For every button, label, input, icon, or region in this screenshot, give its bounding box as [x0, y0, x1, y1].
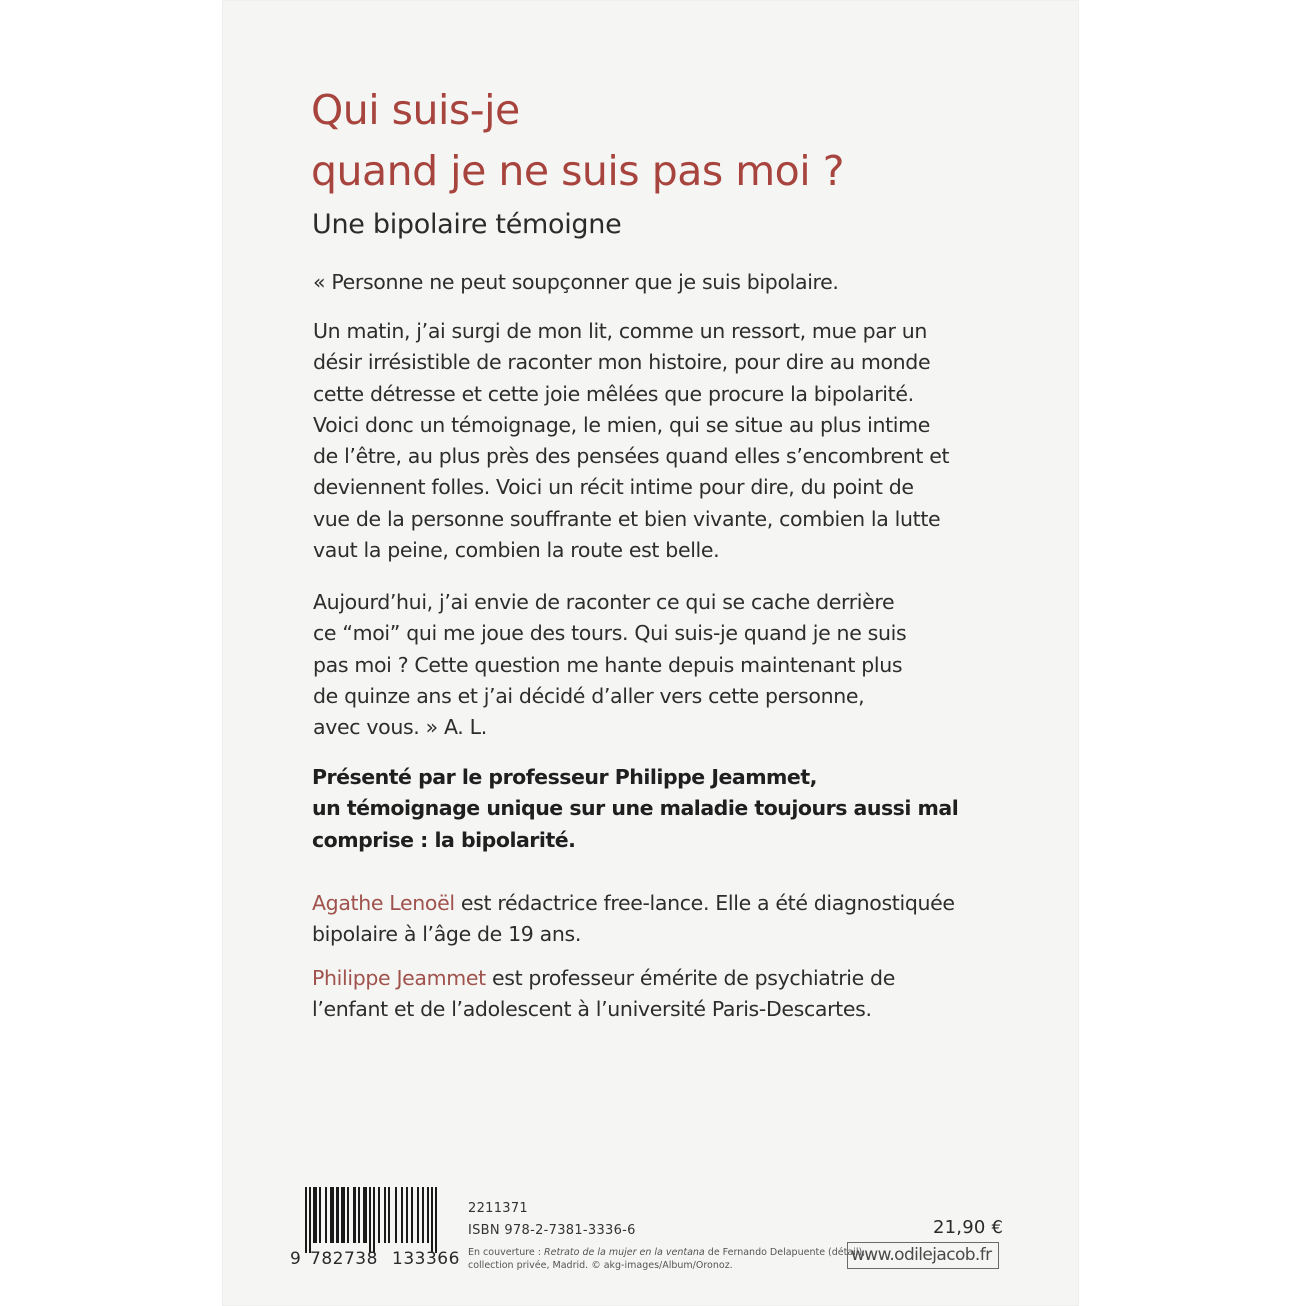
- barcode-digits-group-2: 133366: [392, 1249, 460, 1269]
- text-line: vaut la peine, combien la route est belle.: [313, 538, 720, 563]
- presentation-paragraph: [312, 762, 958, 856]
- text-line: bipolaire à l’âge de 19 ans.: [312, 922, 582, 947]
- text-line: [312, 888, 955, 919]
- text-line: Un matin, j’ai surgi de mon lit, comme un ressort, mue par un: [313, 319, 928, 343]
- text-line: un témoignage unique sur une maladie toujours aussi mal: [312, 796, 959, 821]
- author-name: Agathe Lenoël: [312, 891, 455, 915]
- text-line: pas moi ? Cette question me hante depuis maintenant plus: [313, 652, 903, 677]
- text-line: collection privée, Madrid. © akg-images/Album/Oronoz.: [468, 1260, 733, 1271]
- artwork-title: Retrato de la mujer en la ventana: [544, 1247, 705, 1258]
- cover-credit: [468, 1246, 865, 1272]
- book-price: 21,90 €: [933, 1217, 1004, 1238]
- text-line: désir irrésistible de raconter mon histoire, pour dire au monde: [313, 350, 931, 375]
- text-line: Voici donc un témoignage, le mien, qui se situe au plus intime: [313, 412, 931, 437]
- credit-artist: de Fernando Delapuente (détail),: [704, 1247, 866, 1258]
- quote-paragraph-2: [313, 316, 949, 566]
- isbn-barcode: [305, 1187, 461, 1247]
- book-title-line-2: quand je ne suis pas moi ?: [311, 147, 844, 195]
- text-line: Aujourd’hui, j’ai envie de raconter ce qui se cache derrière: [313, 590, 895, 614]
- bio-text: est rédactrice free-lance. Elle a été diagnostiquée: [454, 891, 955, 915]
- text-line: « Personne ne peut soupçonner que je suis bipolaire.: [313, 270, 839, 294]
- text-line: l’enfant et de l’adolescent à l’université Paris-Descartes.: [312, 997, 872, 1022]
- publisher-website-link[interactable]: www.odilejacob.fr: [847, 1242, 999, 1269]
- book-subtitle: Une bipolaire témoigne: [312, 209, 622, 240]
- isbn-number: ISBN 978-2-7381-3336-6: [468, 1223, 636, 1238]
- text-line: cette détresse et cette joie mêlées que procure la bipolarité.: [313, 381, 914, 406]
- book-title-line-1: Qui suis-je: [311, 86, 520, 134]
- barcode-first-digit: 9: [290, 1249, 302, 1269]
- bio-text: est professeur émérite de psychiatrie de: [485, 966, 895, 990]
- text-line: deviennent folles. Voici un récit intime pour dire, du point de: [313, 475, 914, 500]
- presenter-name: Philippe Jeammet: [312, 966, 486, 990]
- quote-paragraph-1: [313, 267, 839, 298]
- text-line: de l’être, au plus près des pensées quand elles s’encombrent et: [313, 444, 950, 469]
- quote-paragraph-3: [313, 587, 906, 743]
- text-line: [468, 1246, 865, 1259]
- product-code: 2211371: [468, 1201, 528, 1216]
- text-line: de quinze ans et j’ai décidé d’aller vers cette personne,: [313, 683, 865, 708]
- text-line: avec vous. » A. L.: [313, 715, 487, 740]
- author-bio: [312, 888, 955, 951]
- text-line: ce “moi” qui me joue des tours. Qui suis-je quand je ne suis: [313, 621, 907, 646]
- text-line: comprise : la bipolarité.: [312, 827, 576, 852]
- presenter-bio: [312, 963, 895, 1026]
- text-line: [312, 963, 895, 994]
- text-line: vue de la personne souffrante et bien vivante, combien la lutte: [313, 506, 941, 531]
- credit-prefix: En couverture :: [468, 1247, 544, 1258]
- barcode-digits-group-1: 782738: [310, 1249, 378, 1269]
- text-line: Présenté par le professeur Philippe Jeammet,: [312, 765, 817, 789]
